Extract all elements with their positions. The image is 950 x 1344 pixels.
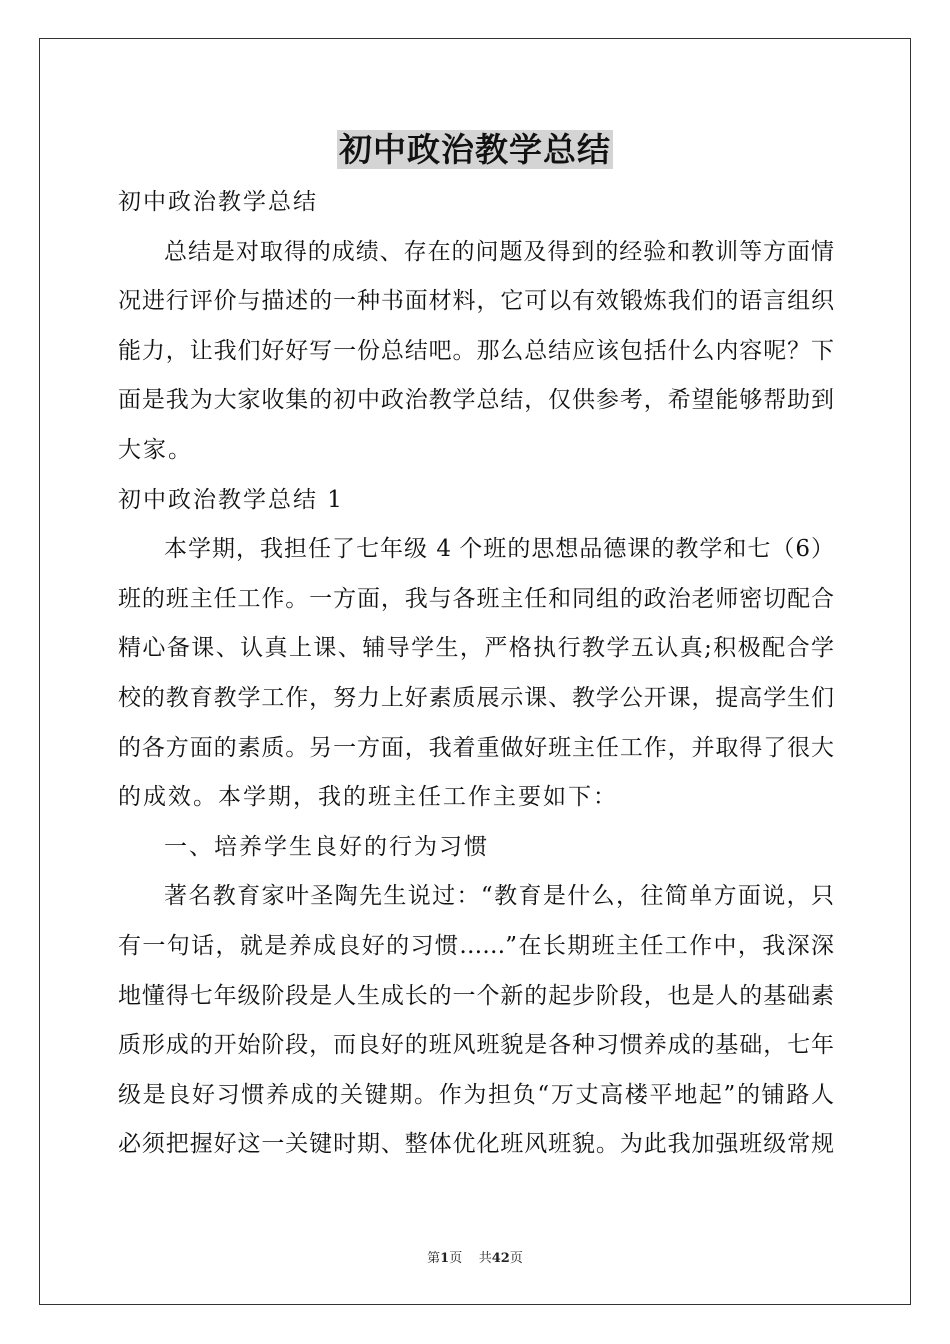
footer-page-suffix: 页 <box>449 1251 463 1266</box>
page-footer <box>0 1247 950 1266</box>
footer-total-pages: 42 <box>491 1251 510 1266</box>
footer-page-number: 1 <box>440 1251 450 1266</box>
document-body <box>118 178 834 1170</box>
text-line: 著名教育家叶圣陶先生说过：“教育是什么，往简单方面说，只 <box>164 883 834 910</box>
text-line: 大家。 <box>118 436 193 463</box>
text-line: 地懂得七年级阶段是人生成长的一个新的起步阶段，也是人的基础素 <box>118 982 834 1009</box>
footer-total-suffix: 页 <box>509 1251 523 1266</box>
text-line: 初中政治教学总结 <box>118 189 318 215</box>
text-line: 的各方面的素质。另一方面，我着重做好班主任工作，并取得了很大 <box>118 734 834 761</box>
text-line: 的成效。本学期，我的班主任工作主要如下： <box>118 784 618 811</box>
text-line: 本学期，我担任了七年级 4 个班的思想品德课的教学和七（6） <box>164 536 834 563</box>
text-line: 总结是对取得的成绩、存在的问题及得到的经验和教训等方面情 <box>164 238 834 265</box>
footer-total-prefix: 共 <box>478 1251 492 1266</box>
text-line: 初中政治教学总结 1 <box>118 486 344 513</box>
document-title: 初中政治教学总结 <box>339 130 611 169</box>
document-title-wrap <box>0 124 950 171</box>
text-line: 级是良好习惯养成的关键期。作为担负“万丈高楼平地起”的铺路人 <box>118 1081 834 1108</box>
text-line: 面是我为大家收集的初中政治教学总结，仅供参考，希望能够帮助到 <box>118 387 834 414</box>
footer-prefix: 第 <box>427 1251 441 1266</box>
text-line: 况进行评价与描述的一种书面材料，它可以有效锻炼我们的语言组织 <box>118 288 834 315</box>
text-line: 能力，让我们好好写一份总结吧。那么总结应该包括什么内容呢？下 <box>118 337 834 364</box>
text-line: 校的教育教学工作，努力上好素质展示课、教学公开课，提高学生们 <box>118 684 834 711</box>
text-line: 一、培养学生良好的行为习惯 <box>164 833 489 860</box>
text-line: 班的班主任工作。一方面，我与各班主任和同组的政治老师密切配合 <box>118 585 834 612</box>
text-line: 质形成的开始阶段，而良好的班风班貌是各种习惯养成的基础，七年 <box>118 1032 834 1059</box>
text-line: 必须把握好这一关键时期、整体优化班风班貌。为此我加强班级常规 <box>118 1131 834 1158</box>
text-line: 精心备课、认真上课、辅导学生，严格执行教学五认真;积极配合学 <box>118 635 834 662</box>
text-line: 有一句话，就是养成良好的习惯……”在长期班主任工作中，我深深 <box>118 932 834 959</box>
